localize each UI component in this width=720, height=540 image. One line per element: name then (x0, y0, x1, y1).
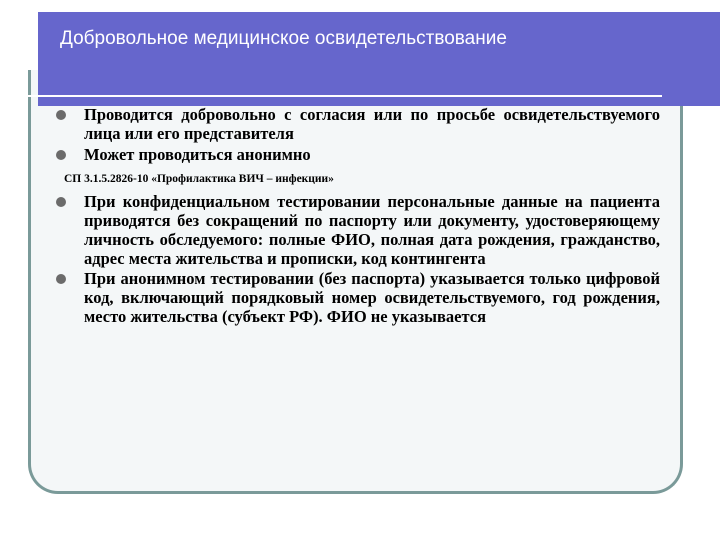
title-bar (38, 12, 720, 106)
title-divider (28, 95, 662, 97)
bullet-dot-icon (56, 197, 66, 207)
bullet-text: Проводится добровольно с согласия или по просьбе освидетельствуемого лица или его представителя (84, 105, 660, 143)
bullet-text: Может проводиться анонимно (84, 145, 311, 164)
bullet-dot-icon (56, 150, 66, 160)
bullet-list (50, 105, 660, 326)
regulation-reference: СП 3.1.5.2826-10 «Профилактика ВИЧ – инфекции» (64, 173, 334, 185)
bullet-item (50, 105, 660, 143)
bullet-item (50, 192, 660, 268)
bullet-text: При анонимном тестировании (без паспорта) указывается только цифровой код, включающий порядковый номер освидетельствуемого, год рождения, место жительства (субъект РФ). ФИО не указывается (84, 269, 660, 326)
slide-title: Добровольное медицинское освидетельствование (60, 28, 507, 49)
bullet-text: При конфиденциальном тестировании персональные данные на пациента приводятся без сокращений по паспорту или документу, удостоверяющему личность обследуемого: полные ФИО, полная дата рождения, гражданство, адрес места жительства и прописки, код контингента (84, 192, 660, 268)
bullet-dot-icon (56, 110, 66, 120)
bullet-item (50, 145, 660, 164)
bullet-dot-icon (56, 274, 66, 284)
bullet-item (50, 269, 660, 326)
